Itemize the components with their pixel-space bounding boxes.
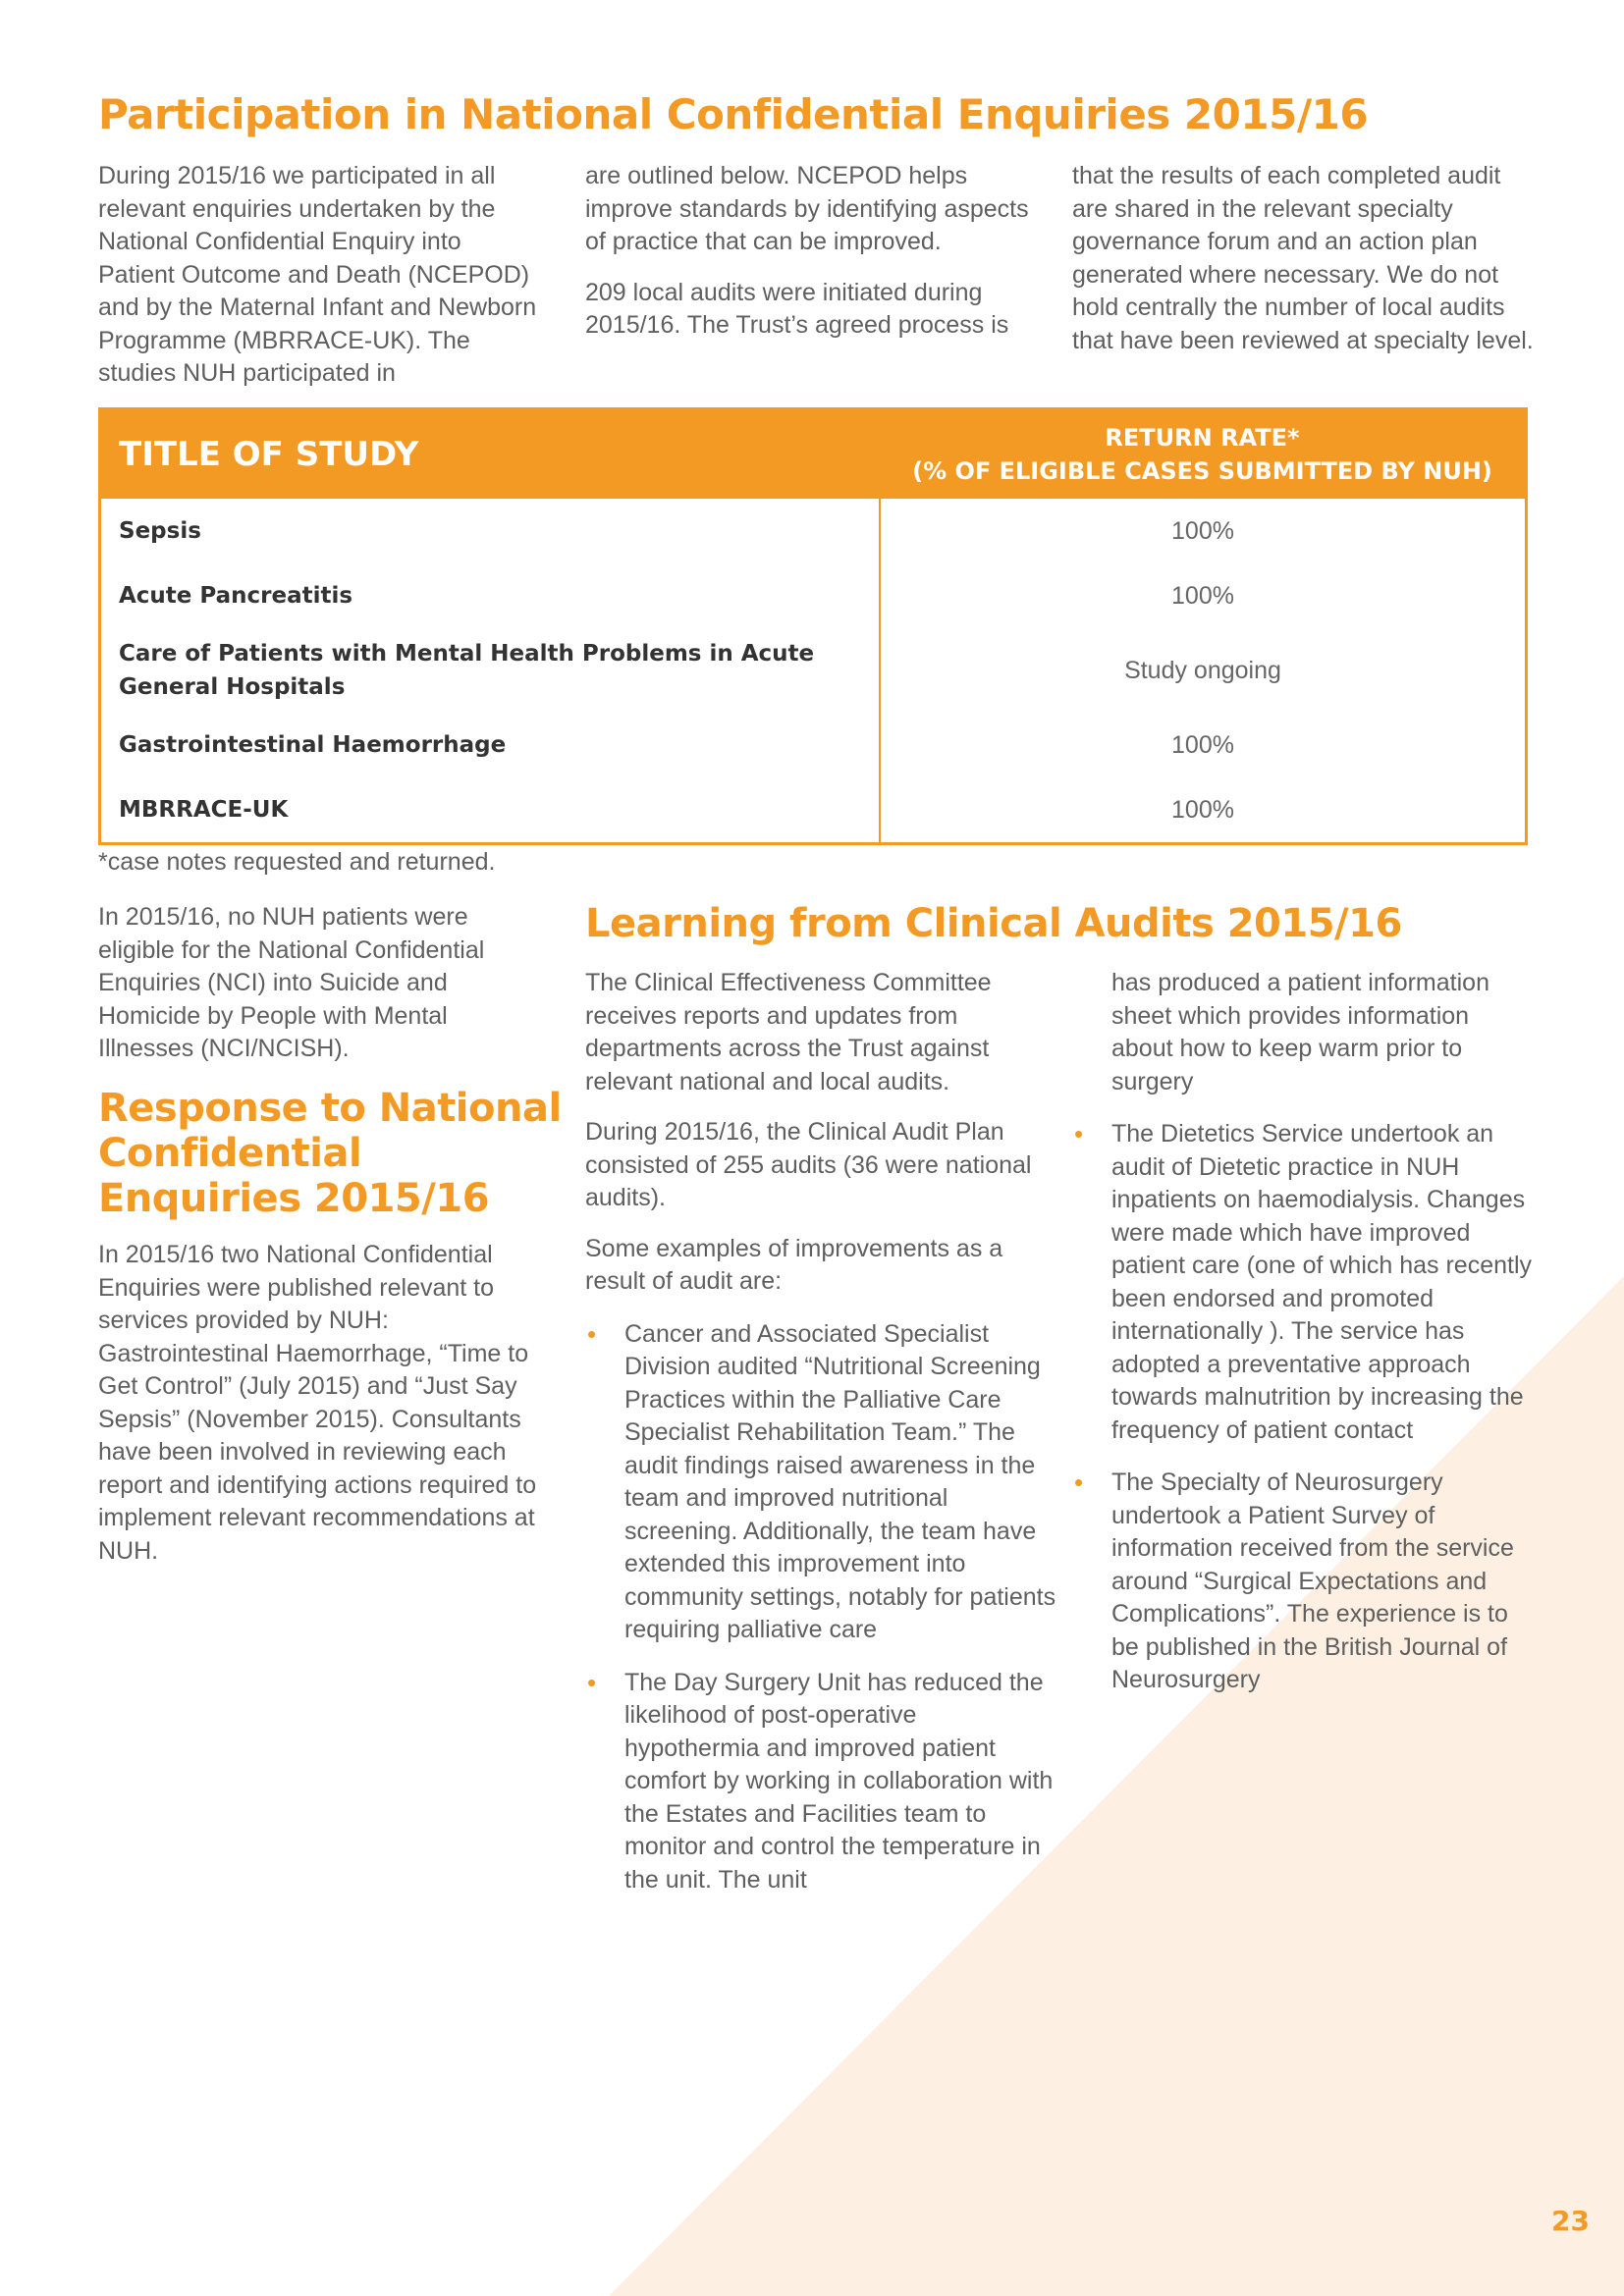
study-title: Acute Pancreatitis bbox=[100, 563, 881, 628]
list-item bbox=[1072, 1118, 1534, 1447]
column-header-return-rate bbox=[880, 409, 1527, 500]
bullet-icon: • bbox=[587, 1318, 597, 1349]
study-rate: 100% bbox=[1171, 795, 1234, 824]
bullet-icon: • bbox=[1074, 1468, 1084, 1497]
learning-p1: The Clinical Effectiveness Committee receives reports and updates from departments across the Trust against relevant national and local audits. bbox=[585, 969, 992, 1095]
list-item bbox=[1072, 1467, 1534, 1697]
page-number: 23 bbox=[1551, 2205, 1590, 2237]
table-row bbox=[100, 628, 1527, 713]
list-item bbox=[585, 1667, 1056, 1897]
bullet-continuation: has produced a patient information sheet which provides information about how to keep warm prior to surgery bbox=[1111, 969, 1489, 1095]
learning-col-1 bbox=[585, 967, 1056, 1916]
learning-p2: During 2015/16, the Clinical Audit Plan consisted of 255 audits (36 were national audits). bbox=[585, 1118, 1032, 1211]
intro-col-2-p2: 209 local audits were initiated during 2015/16. The Trust’s agreed process is bbox=[585, 278, 1009, 339]
bullet-text: The Specialty of Neurosurgery undertook a Patient Survey of information received from the service around “Surgical Expectations and Complications”. The experience is to be published in the British Journal of Neurosurgery bbox=[1111, 1468, 1514, 1693]
table-header-row bbox=[100, 409, 1527, 500]
intro-col-2-p1: are outlined below. NCEPOD helps improve standards by identifying aspects of practice that can be improved. bbox=[585, 162, 1029, 255]
return-rate-line-2: (% OF ELIGIBLE CASES SUBMITTED BY NUH) bbox=[912, 457, 1492, 485]
intro-col-1: During 2015/16 we participated in all relevant enquiries undertaken by the National Confidential Enquiry into Patient Outcome and Death (NCEPOD) and by the Maternal Infant and Newborn Programme (MBRRACE-UK). The studies NUH participated in bbox=[98, 162, 537, 387]
response-paragraph: In 2015/16 two National Confidential Enquiries were published relevant to services provided by NUH: Gastrointestinal Haemorrhage, “Time to Get Control” (July 2015) and “Just Say Sepsis” (November 2015). Consultants have been involved in reviewing each report and identifying actions required to implement relevant recommendations at NUH. bbox=[98, 1241, 537, 1565]
table-row bbox=[100, 563, 1527, 628]
table-row bbox=[100, 499, 1527, 563]
bullet-text: The Day Surgery Unit has reduced the likelihood of post-operative hypothermia and improved patient comfort by working in collaboration with the Estates and Facilities team to monitor and control the temperature in the unit. The unit bbox=[624, 1668, 1054, 1894]
study-title: Care of Patients with Mental Health Problems in Acute General Hospitals bbox=[100, 628, 881, 713]
bullet-text: Cancer and Associated Specialist Division audited “Nutritional Screening Practices within the Palliative Care Specialist Rehabilitation Team.” The audit findings raised awareness in the team and improved nutritional screening. Additionally, the team have extended this improvement into community settings, notably for patients requiring palliative care bbox=[624, 1319, 1056, 1643]
learning-p3: Some examples of improvements as a result of audit are: bbox=[585, 1234, 1003, 1295]
bullet-icon: • bbox=[587, 1667, 597, 1697]
intro-col-2 bbox=[585, 160, 1037, 343]
table-row bbox=[100, 777, 1527, 844]
bullet-text: The Dietetics Service undertook an audit of Dietetic practice in NUH inpatients on haemodialysis. Changes were made which have improved patient care (one of which has recently been endorsed and promoted internationally ). The service has adopted a preventative approach towards malnutrition by increasing the frequency of patient contact bbox=[1111, 1120, 1533, 1444]
studies-table bbox=[98, 407, 1528, 845]
column-header-title: TITLE OF STUDY bbox=[100, 409, 881, 500]
study-title: Sepsis bbox=[100, 499, 881, 563]
learning-bullets-2 bbox=[1072, 1118, 1534, 1697]
table-footnote: *case notes requested and returned. bbox=[98, 848, 496, 876]
nci-paragraph: In 2015/16, no NUH patients were eligible for the National Confidential Enquiries (NCI) into Suicide and Homicide by People with Mental Illnesses (NCI/NCISH). bbox=[98, 903, 485, 1062]
list-item bbox=[585, 1318, 1056, 1647]
study-title: Gastrointestinal Haemorrhage bbox=[100, 713, 881, 777]
intro-col-3: that the results of each completed audit are shared in the relevant specialty governance forum and an action plan generated where necessary. We do not hold centrally the number of local audits that have been reviewed at specialty level. bbox=[1072, 162, 1534, 354]
study-rate: 100% bbox=[1171, 581, 1234, 610]
study-rate: 100% bbox=[1171, 730, 1234, 759]
bullet-icon: • bbox=[1074, 1119, 1084, 1148]
study-rate: 100% bbox=[1171, 516, 1234, 545]
table-row bbox=[100, 713, 1527, 777]
learning-col-2 bbox=[1072, 967, 1534, 1717]
page-title: Participation in National Confidential Enquiries 2015/16 bbox=[98, 90, 1369, 138]
study-rate: Study ongoing bbox=[1124, 656, 1281, 684]
return-rate-line-1: RETURN RATE* bbox=[1105, 424, 1300, 452]
study-title: MBRRACE-UK bbox=[100, 777, 881, 844]
learning-heading: Learning from Clinical Audits 2015/16 bbox=[585, 901, 1402, 946]
learning-bullets-1 bbox=[585, 1318, 1056, 1897]
response-heading: Response to National Confidential Enquiries 2015/16 bbox=[98, 1086, 562, 1221]
